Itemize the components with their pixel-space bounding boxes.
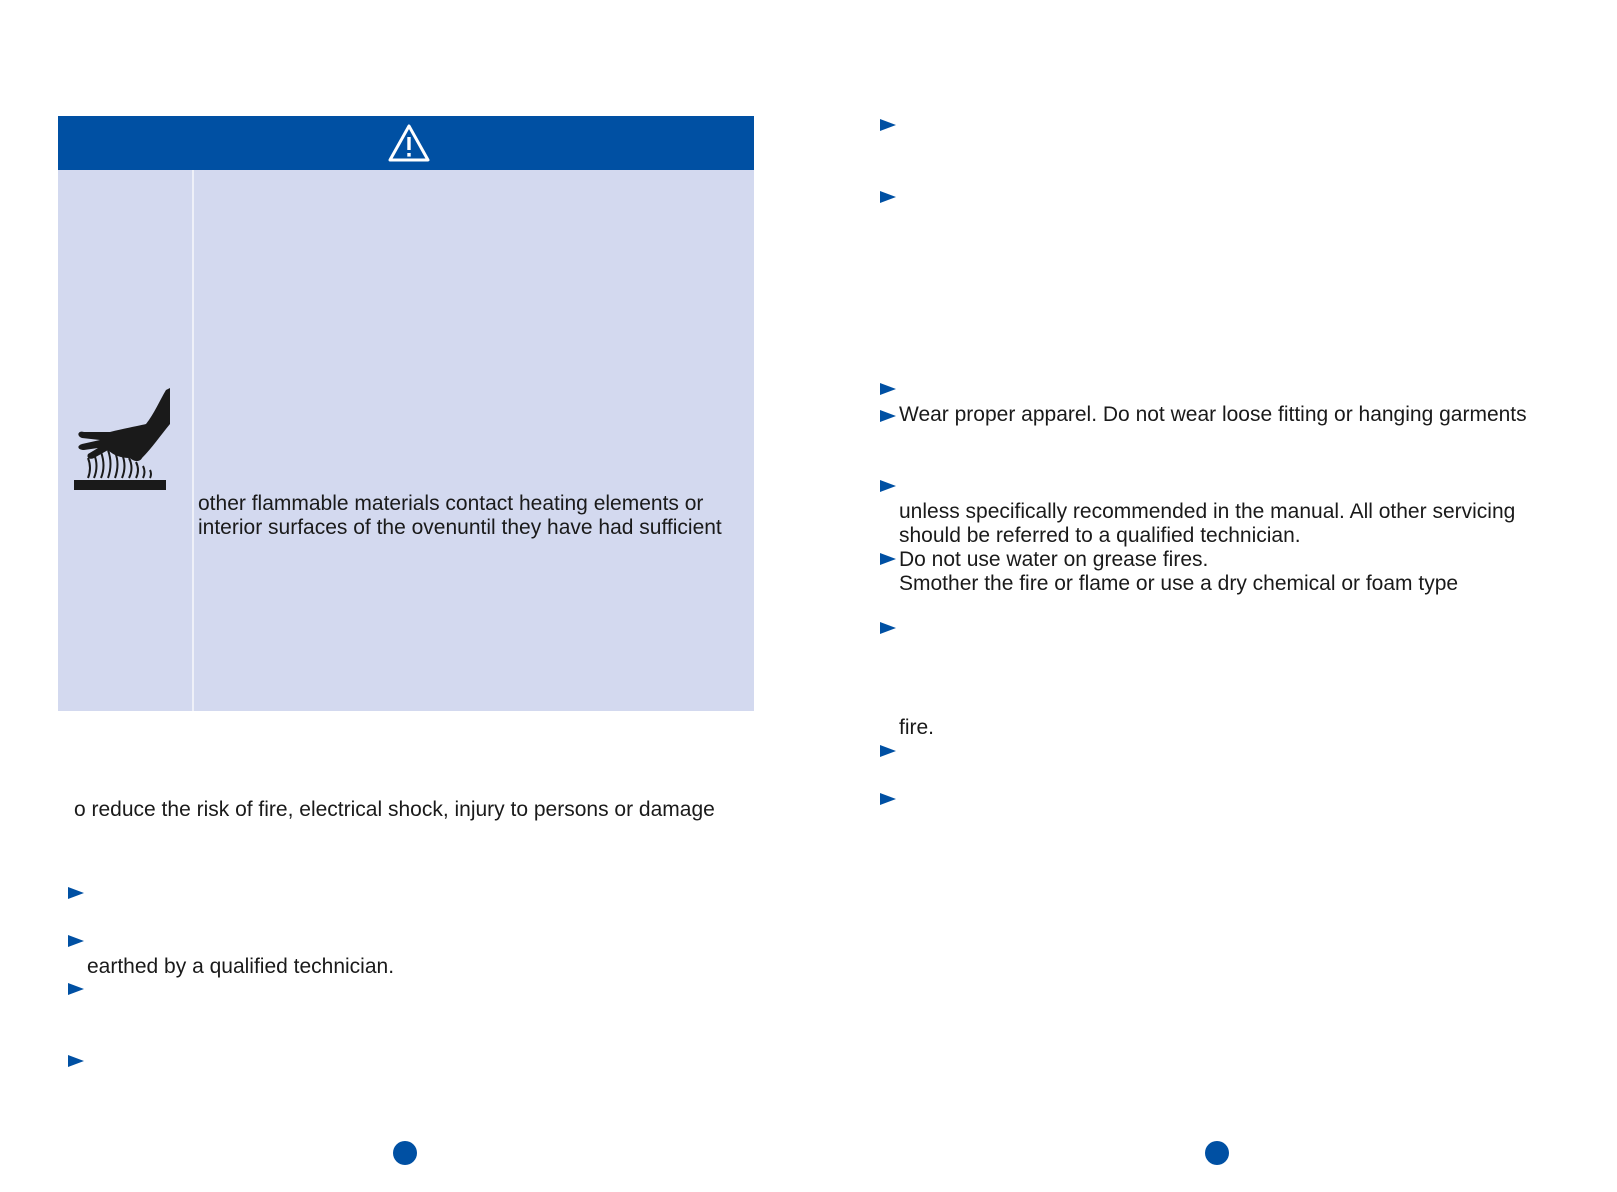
page-marker-left — [393, 1141, 417, 1165]
apparel-text: Wear proper apparel. Do not wear loose fitting or hanging garments — [899, 403, 1527, 426]
warning-divider — [192, 170, 194, 711]
bullet-marker — [68, 887, 84, 899]
bullet-marker — [880, 553, 896, 565]
bullet-marker — [880, 410, 896, 422]
bullet-marker — [880, 745, 896, 757]
bullet-marker — [880, 622, 896, 634]
warning-header — [58, 116, 754, 170]
bullet-marker — [880, 383, 896, 395]
page-marker-right — [1205, 1141, 1229, 1165]
bullet-marker — [880, 191, 896, 203]
bullet-marker — [880, 119, 896, 131]
grease-text-line-1: Do not use water on grease fires. — [899, 548, 1209, 571]
service-text-line-2: should be referred to a qualified technician. — [899, 524, 1301, 547]
service-text-line-1: unless specifically recommended in the manual. All other servicing — [899, 500, 1516, 523]
warning-triangle-icon — [387, 123, 431, 163]
bullet-marker — [68, 1055, 84, 1067]
bullet-marker — [880, 793, 896, 805]
bullet-marker — [880, 480, 896, 492]
bullet-marker — [68, 983, 84, 995]
warning-text-line-1: other flammable materials contact heating elements or — [198, 492, 704, 515]
intro-text: o reduce the risk of fire, electrical shock, injury to persons or damage — [74, 798, 715, 821]
bullet-marker — [68, 935, 84, 947]
earthed-text: earthed by a qualified technician. — [87, 955, 395, 978]
grease-text-line-2: Smother the fire or flame or use a dry chemical or foam type — [899, 572, 1459, 595]
warning-text-line-2: interior surfaces of the ovenuntil they have had sufficient — [198, 516, 722, 539]
fire-text: fire. — [899, 716, 935, 739]
hot-surface-hand-icon — [74, 388, 170, 497]
